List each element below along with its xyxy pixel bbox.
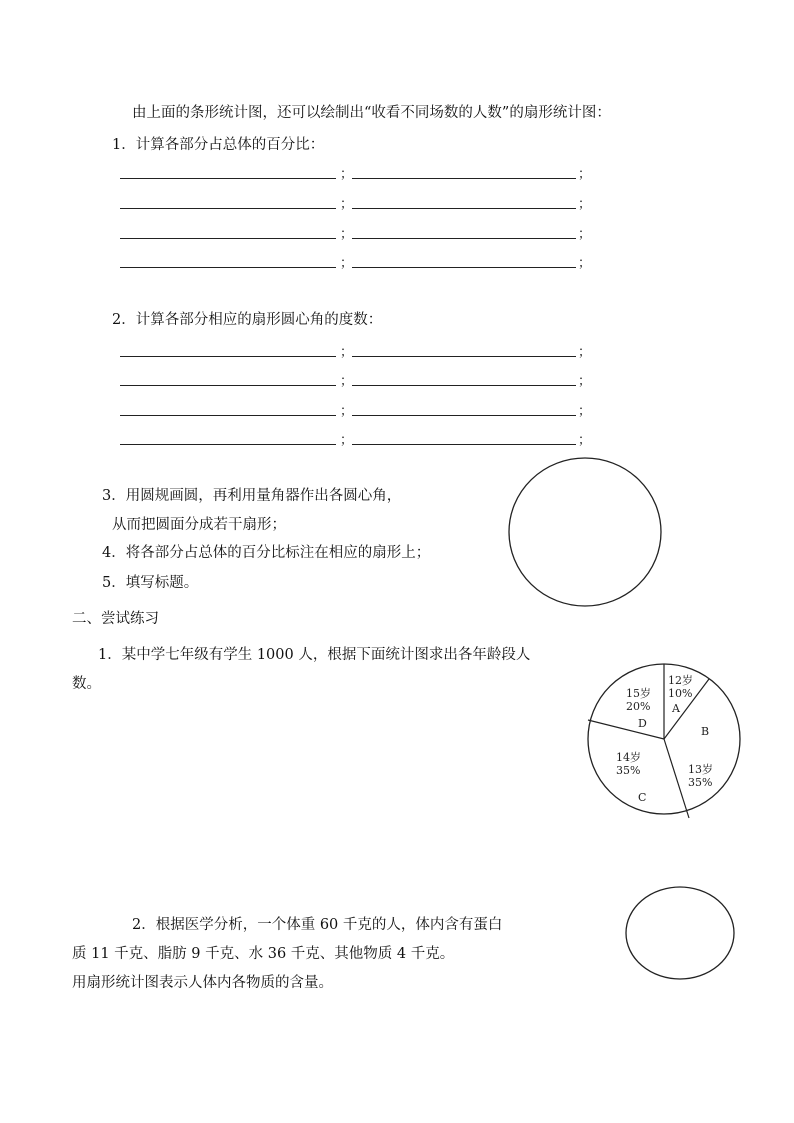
exercise2-line2: 质 11 千克、脂肪 9 千克、水 36 千克、其他物质 4 千克。 (72, 946, 455, 962)
answer-blank[interactable] (352, 267, 576, 268)
step3-line2: 从而把圆面分成若干扇形； (112, 517, 286, 533)
slice-a-age: 12岁 (668, 674, 693, 687)
step3-line1: 3．用圆规画圆，再利用量角器作出各圆心角， (102, 488, 402, 504)
step1-heading: 1．计算各部分占总体的百分比： (112, 137, 325, 153)
slice-a-percent: 10% (668, 687, 693, 700)
slice-a-letter: A (672, 702, 680, 715)
separator: ； (578, 167, 592, 182)
drawing-oval (624, 885, 736, 981)
separator: ； (578, 345, 592, 360)
exercise1-line1: 1．某中学七年级有学生 1000 人，根据下面统计图求出各年龄段人 (98, 647, 531, 663)
separator: ； (578, 227, 592, 242)
section2-title: 二、尝试练习 (72, 611, 159, 627)
slice-d-percent: 20% (626, 700, 651, 713)
exercise1-line2: 数。 (72, 676, 101, 692)
separator: ； (578, 374, 592, 389)
intro-text: 由上面的条形统计图，还可以绘制出“收看不同场数的人数”的扇形统计图： (132, 105, 611, 121)
pie-divider (588, 720, 664, 739)
slice-c-percent: 35% (616, 764, 641, 777)
separator: ； (340, 374, 354, 389)
separator: ； (340, 227, 354, 242)
answer-blank[interactable] (120, 415, 336, 416)
separator: ； (340, 256, 354, 271)
answer-blank[interactable] (120, 238, 336, 239)
answer-blank[interactable] (120, 267, 336, 268)
separator: ； (340, 167, 354, 182)
slice-b-age: 13岁 (688, 763, 713, 776)
answer-blank[interactable] (352, 385, 576, 386)
separator: ； (578, 256, 592, 271)
exercise2-line1: 2．根据医学分析，一个体重 60 千克的人，体内含有蛋白 (132, 917, 503, 933)
separator: ； (340, 404, 354, 419)
slice-c-age: 14岁 (616, 751, 641, 764)
separator: ； (578, 404, 592, 419)
separator: ； (578, 433, 592, 448)
separator: ； (578, 197, 592, 212)
answer-blank[interactable] (120, 356, 336, 357)
slice-b-letter: B (701, 725, 710, 738)
slice-d-letter: D (638, 717, 647, 730)
answer-blank[interactable] (352, 208, 576, 209)
separator: ； (340, 345, 354, 360)
step5-text: 5．填写标题。 (102, 575, 199, 591)
age-pie-chart (584, 660, 746, 818)
separator: ； (340, 433, 354, 448)
step2-heading: 2．计算各部分相应的扇形圆心角的度数： (112, 312, 383, 328)
answer-blank[interactable] (120, 208, 336, 209)
answer-blank[interactable] (352, 415, 576, 416)
slice-c-letter: C (638, 791, 647, 804)
answer-blank[interactable] (352, 178, 576, 179)
answer-blank[interactable] (120, 385, 336, 386)
answer-blank[interactable] (352, 444, 576, 445)
pie-divider (664, 739, 689, 818)
slice-d-age: 15岁 (626, 687, 651, 700)
slice-b-percent: 35% (688, 776, 713, 789)
exercise2-line3: 用扇形统计图表示人体内各物质的含量。 (72, 975, 333, 991)
separator: ； (340, 197, 354, 212)
answer-blank[interactable] (120, 444, 336, 445)
answer-blank[interactable] (120, 178, 336, 179)
drawing-circle (506, 456, 664, 608)
answer-blank[interactable] (352, 356, 576, 357)
step4-text: 4．将各部分占总体的百分比标注在相应的扇形上； (102, 545, 431, 561)
answer-blank[interactable] (352, 238, 576, 239)
